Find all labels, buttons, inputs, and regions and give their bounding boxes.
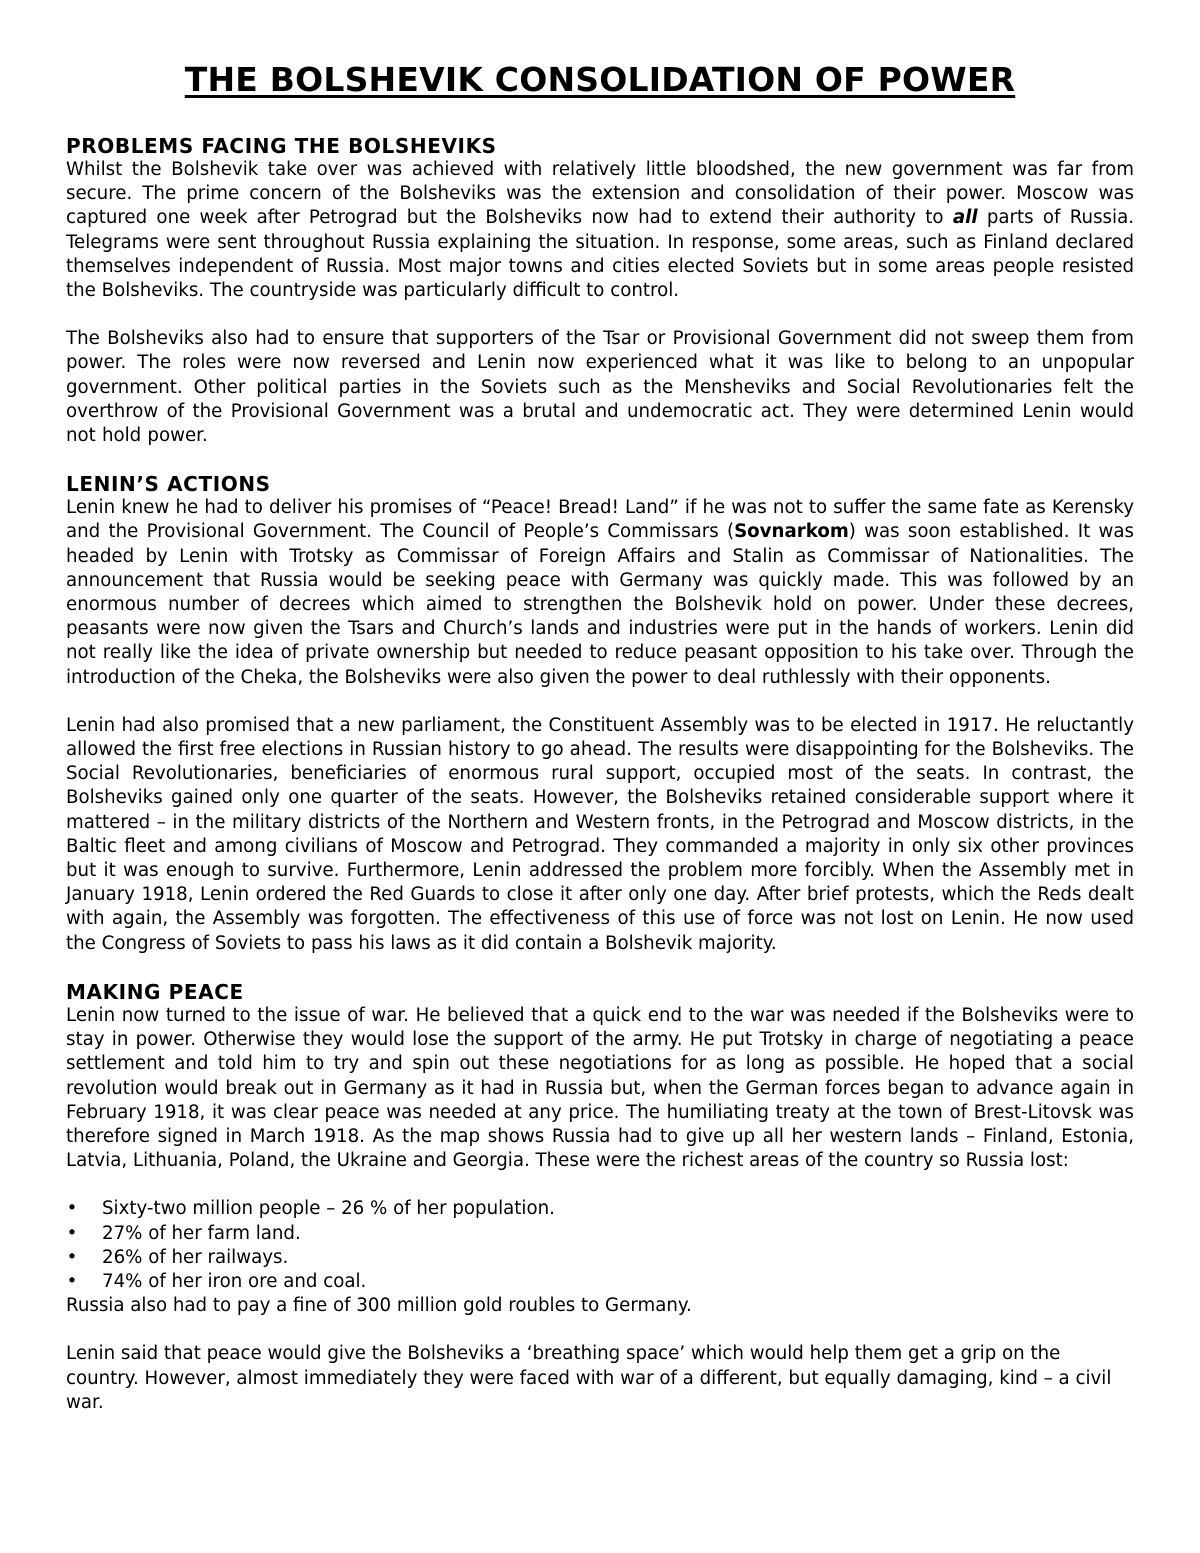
list-item — [66, 1197, 1134, 1221]
paragraph: Lenin now turned to the issue of war. He believed that a quick end to the war was needed if the Bolsheviks were to stay in power. Otherwise they would lose the support of the army. He put Trotsky in charge of negotiating a peace settlement and told him to try and spin out these negotiations for as long as possible. He hoped that a social revolution would break out in Germany as it had in Russia but, when the German forces began to advance again in February 1918, it was clear peace was needed at any price. The humiliating treaty at the town of Brest-Litovsk was therefore signed in March 1918. As the map shows Russia had to give up all her western lands – Finland, Estonia, Latvia, Lithuania, Poland, the Ukraine and Georgia. These were the richest areas of the country so Russia lost: — [66, 1004, 1134, 1172]
bullet-icon: • — [66, 1198, 78, 1220]
list-item-text: 27% of her farm land. — [102, 1222, 301, 1244]
list-item-text: 26% of her railways. — [102, 1246, 289, 1268]
document-page — [66, 58, 1134, 1415]
page-title: THE BOLSHEVIK CONSOLIDATION OF POWER — [184, 60, 1016, 99]
paragraph — [66, 158, 1134, 303]
section-heading-actions: LENIN’S ACTIONS — [66, 472, 271, 497]
paragraph-text: parts of Russia. Telegrams were sent throughout Russia explaining the situation. In response, some areas, such as Finland declared themselves independent of Russia. Most major towns and cities elected Soviets but in some areas people resisted the Bolsheviks. The countryside was particularly difficult to control. — [66, 207, 1134, 302]
emphasis-text: Sovnarkom — [734, 521, 849, 543]
bullet-list — [66, 1197, 1134, 1294]
bullet-icon: • — [66, 1270, 78, 1292]
paragraph — [66, 496, 1134, 690]
list-item — [66, 1246, 1134, 1270]
list-item — [66, 1270, 1134, 1294]
list-item — [66, 1222, 1134, 1246]
section-actions — [66, 472, 1134, 956]
paragraph-text: ) was soon established. It was headed by Lenin with Trotsky as Commissar of Foreign Affairs and Stalin as Commissar of Nationalities. The announcement that Russia would be seeking peace with Germany was quickly made. This was followed by an enormous number of decrees which aimed to strengthen the Bolshevik hold on power. Under these decrees, peasants were now given the Tsars and Church’s lands and industries were put in the hands of workers. Lenin did not really like the idea of private ownership but needed to reduce peasant opposition to his take over. Through the introduction of the Cheka, the Bolsheviks were also given the power to deal ruthlessly with their opponents. — [66, 521, 1134, 688]
section-problems — [66, 134, 1134, 448]
paragraph: Lenin said that peace would give the Bolsheviks a ‘breathing space’ which would help them get a grip on the country. However, almost immediately they were faced with war of a different, but equally damaging, kind – a civil war. — [66, 1343, 1112, 1413]
paragraph-text: Lenin knew he had to deliver his promises of “Peace! Bread! Land” if he was not to suffer the same fate as Kerensky and the Provisional Government. The Council of People’s Commissars ( — [66, 497, 1134, 543]
paragraph: The Bolsheviks also had to ensure that supporters of the Tsar or Provisional Government did not sweep them from power. The roles were now reversed and Lenin now experienced what it was like to belong to an unpopular government. Other political parties in the Soviets such as the Mensheviks and Social Revolutionaries felt the overthrow of the Provisional Government was a brutal and undemocratic act. They were determined Lenin would not hold power. — [66, 328, 1134, 447]
section-peace — [66, 980, 1134, 1415]
list-item-text: 74% of her iron ore and coal. — [102, 1270, 367, 1292]
emphasis-text: all — [952, 207, 978, 229]
paragraph-text: Whilst the Bolshevik take over was achieved with relatively little bloodshed, the new government was far from secure. The prime concern of the Bolsheviks was the extension and consolidation of their power. Moscow was captured one week after Petrograd but the Bolsheviks now had to extend their authority to — [66, 159, 1134, 229]
bullet-icon: • — [66, 1222, 78, 1244]
paragraph: Russia also had to pay a fine of 300 million gold roubles to Germany. — [66, 1295, 692, 1317]
list-item-text: Sixty-two million people – 26 % of her population. — [102, 1198, 555, 1220]
bullet-icon: • — [66, 1246, 78, 1268]
section-heading-problems: PROBLEMS FACING THE BOLSHEVIKS — [66, 134, 497, 158]
paragraph: Lenin had also promised that a new parliament, the Constituent Assembly was to be elected in 1917. He reluctantly allowed the first free elections in Russian history to go ahead. The results were disappointing for the Bolsheviks. The Social Revolutionaries, beneficiaries of enormous rural support, occupied most of the seats. In contrast, the Bolsheviks gained only one quarter of the seats. However, the Bolsheviks retained considerable support where it mattered – in the military districts of the Northern and Western fronts, in the Petrograd and Moscow districts, in the Baltic fleet and among civilians of Moscow and Petrograd. They commanded a majority in only six other provinces but it was enough to survive. Furthermore, Lenin addressed the problem more forcibly. When the Assembly met in January 1918, Lenin ordered the Red Guards to close it after only one day. After brief protests, which the Reds dealt with again, the Assembly was forgotten. The effectiveness of this use of force was not lost on Lenin. He now used the Congress of Soviets to pass his laws as it did contain a Bolshevik majority. — [66, 714, 1134, 954]
section-heading-peace: MAKING PEACE — [66, 979, 244, 1004]
